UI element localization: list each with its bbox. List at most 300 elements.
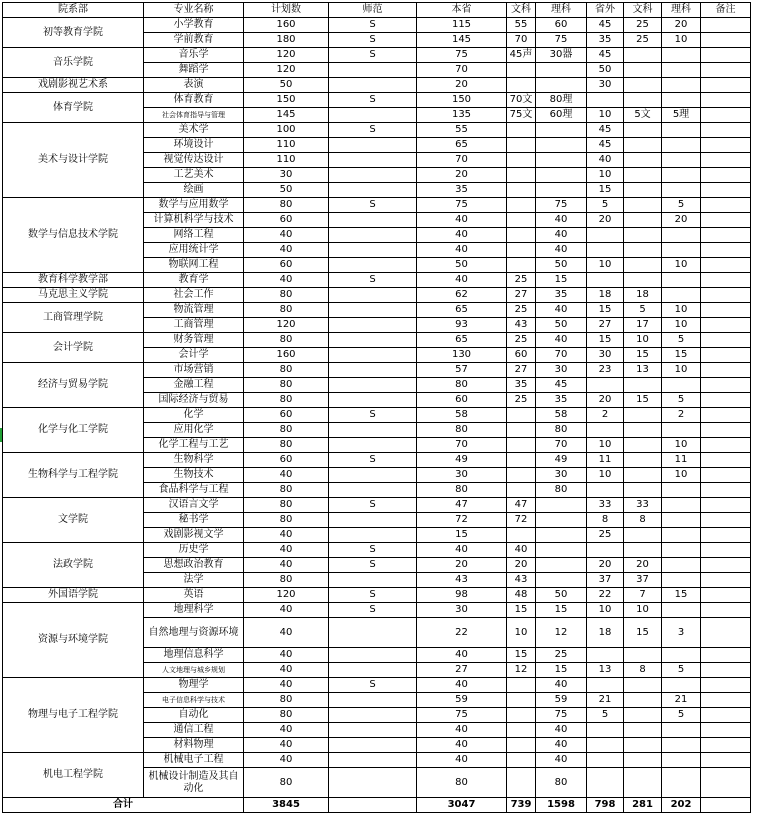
out-count[interactable]	[587, 738, 624, 753]
normal-flag[interactable]	[329, 348, 417, 363]
local-arts[interactable]	[507, 738, 536, 753]
major-name[interactable]: 化学工程与工艺	[144, 438, 244, 453]
local-arts[interactable]	[507, 198, 536, 213]
out-count[interactable]	[587, 378, 624, 393]
out-count[interactable]: 37	[587, 573, 624, 588]
plan-count[interactable]: 50	[244, 183, 329, 198]
local-count[interactable]: 40	[417, 213, 507, 228]
out-science[interactable]	[662, 378, 701, 393]
out-arts[interactable]	[624, 723, 662, 738]
out-arts[interactable]	[624, 648, 662, 663]
normal-flag[interactable]: S	[329, 543, 417, 558]
out-arts[interactable]: 7	[624, 588, 662, 603]
local-science[interactable]: 40	[536, 753, 587, 768]
normal-flag[interactable]	[329, 168, 417, 183]
local-count[interactable]: 43	[417, 573, 507, 588]
local-science[interactable]: 50	[536, 318, 587, 333]
note[interactable]	[701, 453, 751, 468]
note[interactable]	[701, 273, 751, 288]
out-science[interactable]: 10	[662, 468, 701, 483]
plan-count[interactable]: 80	[244, 378, 329, 393]
local-count[interactable]: 80	[417, 423, 507, 438]
note[interactable]	[701, 678, 751, 693]
normal-flag[interactable]	[329, 768, 417, 798]
plan-count[interactable]: 100	[244, 123, 329, 138]
local-science[interactable]: 40	[536, 333, 587, 348]
local-science[interactable]: 40	[536, 228, 587, 243]
local-arts[interactable]	[507, 483, 536, 498]
plan-count[interactable]: 60	[244, 408, 329, 423]
out-science[interactable]	[662, 723, 701, 738]
normal-flag[interactable]	[329, 243, 417, 258]
total-out-li[interactable]: 202	[662, 798, 701, 813]
out-science[interactable]: 10	[662, 303, 701, 318]
plan-count[interactable]: 180	[244, 33, 329, 48]
local-count[interactable]: 49	[417, 453, 507, 468]
out-arts[interactable]	[624, 453, 662, 468]
plan-count[interactable]: 80	[244, 198, 329, 213]
out-arts[interactable]: 5文	[624, 108, 662, 123]
plan-count[interactable]: 120	[244, 588, 329, 603]
out-count[interactable]: 45	[587, 138, 624, 153]
out-count[interactable]	[587, 678, 624, 693]
note[interactable]	[701, 738, 751, 753]
normal-flag[interactable]	[329, 723, 417, 738]
out-count[interactable]	[587, 648, 624, 663]
local-count[interactable]: 80	[417, 483, 507, 498]
major-name[interactable]: 生物技术	[144, 468, 244, 483]
normal-flag[interactable]	[329, 288, 417, 303]
major-name[interactable]: 环境设计	[144, 138, 244, 153]
local-count[interactable]: 150	[417, 93, 507, 108]
normal-flag[interactable]	[329, 138, 417, 153]
out-arts[interactable]	[624, 738, 662, 753]
total-plan[interactable]: 3845	[244, 798, 329, 813]
out-arts[interactable]	[624, 258, 662, 273]
total-note[interactable]	[701, 798, 751, 813]
local-arts[interactable]: 27	[507, 288, 536, 303]
out-arts[interactable]: 37	[624, 573, 662, 588]
out-arts[interactable]	[624, 423, 662, 438]
normal-flag[interactable]	[329, 693, 417, 708]
major-name[interactable]: 物理学	[144, 678, 244, 693]
department-name[interactable]: 文学院	[3, 498, 144, 543]
plan-count[interactable]: 60	[244, 453, 329, 468]
local-arts[interactable]: 60	[507, 348, 536, 363]
plan-count[interactable]: 150	[244, 93, 329, 108]
out-arts[interactable]	[624, 63, 662, 78]
department-name[interactable]: 外国语学院	[3, 588, 144, 603]
out-count[interactable]	[587, 753, 624, 768]
out-science[interactable]: 11	[662, 453, 701, 468]
local-count[interactable]: 145	[417, 33, 507, 48]
out-science[interactable]: 5	[662, 333, 701, 348]
major-name[interactable]: 自然地理与资源环境	[144, 618, 244, 648]
out-science[interactable]	[662, 498, 701, 513]
out-arts[interactable]	[624, 228, 662, 243]
out-arts[interactable]: 5	[624, 303, 662, 318]
note[interactable]	[701, 588, 751, 603]
department-name[interactable]: 马克思主义学院	[3, 288, 144, 303]
total-out[interactable]: 798	[587, 798, 624, 813]
normal-flag[interactable]	[329, 318, 417, 333]
note[interactable]	[701, 558, 751, 573]
local-science[interactable]: 75	[536, 708, 587, 723]
local-count[interactable]: 59	[417, 693, 507, 708]
local-count[interactable]: 40	[417, 738, 507, 753]
out-count[interactable]	[587, 768, 624, 798]
normal-flag[interactable]	[329, 423, 417, 438]
note[interactable]	[701, 333, 751, 348]
local-arts[interactable]	[507, 753, 536, 768]
local-count[interactable]: 20	[417, 558, 507, 573]
local-science[interactable]: 15	[536, 663, 587, 678]
local-science[interactable]: 15	[536, 603, 587, 618]
out-count[interactable]	[587, 93, 624, 108]
total-wen[interactable]: 739	[507, 798, 536, 813]
out-arts[interactable]	[624, 48, 662, 63]
local-count[interactable]: 40	[417, 678, 507, 693]
out-arts[interactable]	[624, 273, 662, 288]
department-name[interactable]: 教育科学教学部	[3, 273, 144, 288]
local-count[interactable]: 47	[417, 498, 507, 513]
normal-flag[interactable]: S	[329, 48, 417, 63]
note[interactable]	[701, 618, 751, 648]
local-arts[interactable]: 10	[507, 618, 536, 648]
major-name[interactable]: 地理信息科学	[144, 648, 244, 663]
normal-flag[interactable]	[329, 363, 417, 378]
department-name[interactable]: 体育学院	[3, 93, 144, 123]
out-count[interactable]: 33	[587, 498, 624, 513]
out-count[interactable]: 45	[587, 18, 624, 33]
note[interactable]	[701, 213, 751, 228]
out-count[interactable]: 45	[587, 123, 624, 138]
local-science[interactable]	[536, 513, 587, 528]
local-science[interactable]	[536, 153, 587, 168]
out-science[interactable]	[662, 243, 701, 258]
out-count[interactable]: 35	[587, 33, 624, 48]
note[interactable]	[701, 768, 751, 798]
out-arts[interactable]	[624, 753, 662, 768]
out-science[interactable]	[662, 228, 701, 243]
local-count[interactable]: 40	[417, 243, 507, 258]
plan-count[interactable]: 110	[244, 138, 329, 153]
out-count[interactable]: 30	[587, 78, 624, 93]
out-arts[interactable]: 15	[624, 618, 662, 648]
normal-flag[interactable]	[329, 753, 417, 768]
local-arts[interactable]: 72	[507, 513, 536, 528]
normal-flag[interactable]	[329, 483, 417, 498]
local-count[interactable]: 15	[417, 528, 507, 543]
out-science[interactable]	[662, 603, 701, 618]
out-science[interactable]	[662, 558, 701, 573]
note[interactable]	[701, 438, 751, 453]
local-arts[interactable]: 75文	[507, 108, 536, 123]
header-cell[interactable]: 理科	[662, 3, 701, 18]
out-science[interactable]: 5	[662, 663, 701, 678]
note[interactable]	[701, 528, 751, 543]
normal-flag[interactable]	[329, 648, 417, 663]
out-arts[interactable]: 10	[624, 333, 662, 348]
local-science[interactable]	[536, 123, 587, 138]
out-arts[interactable]	[624, 693, 662, 708]
out-arts[interactable]	[624, 168, 662, 183]
major-name[interactable]: 工商管理	[144, 318, 244, 333]
local-count[interactable]: 20	[417, 168, 507, 183]
local-count[interactable]: 58	[417, 408, 507, 423]
local-arts[interactable]	[507, 78, 536, 93]
out-arts[interactable]	[624, 378, 662, 393]
normal-flag[interactable]	[329, 153, 417, 168]
local-arts[interactable]	[507, 678, 536, 693]
header-cell[interactable]: 文科	[507, 3, 536, 18]
plan-count[interactable]: 40	[244, 648, 329, 663]
local-science[interactable]: 80理	[536, 93, 587, 108]
note[interactable]	[701, 543, 751, 558]
local-arts[interactable]	[507, 468, 536, 483]
major-name[interactable]: 材料物理	[144, 738, 244, 753]
local-count[interactable]: 80	[417, 378, 507, 393]
plan-count[interactable]: 80	[244, 768, 329, 798]
local-science[interactable]	[536, 183, 587, 198]
header-cell[interactable]: 备注	[701, 3, 751, 18]
out-arts[interactable]	[624, 183, 662, 198]
plan-count[interactable]: 40	[244, 678, 329, 693]
out-science[interactable]: 10	[662, 318, 701, 333]
out-science[interactable]	[662, 78, 701, 93]
out-science[interactable]: 10	[662, 363, 701, 378]
header-cell[interactable]: 本省	[417, 3, 507, 18]
major-name[interactable]: 英语	[144, 588, 244, 603]
plan-count[interactable]: 80	[244, 438, 329, 453]
out-science[interactable]: 5	[662, 198, 701, 213]
plan-count[interactable]: 50	[244, 78, 329, 93]
normal-flag[interactable]	[329, 333, 417, 348]
plan-count[interactable]: 30	[244, 168, 329, 183]
local-count[interactable]: 75	[417, 48, 507, 63]
major-name[interactable]: 机械设计制造及其自动化	[144, 768, 244, 798]
note[interactable]	[701, 33, 751, 48]
out-arts[interactable]: 8	[624, 513, 662, 528]
department-name[interactable]: 工商管理学院	[3, 303, 144, 333]
plan-count[interactable]: 40	[244, 603, 329, 618]
local-arts[interactable]	[507, 138, 536, 153]
out-science[interactable]: 10	[662, 258, 701, 273]
local-arts[interactable]	[507, 213, 536, 228]
normal-flag[interactable]: S	[329, 123, 417, 138]
local-count[interactable]: 57	[417, 363, 507, 378]
normal-flag[interactable]: S	[329, 678, 417, 693]
local-arts[interactable]: 48	[507, 588, 536, 603]
plan-count[interactable]: 120	[244, 63, 329, 78]
major-name[interactable]: 美术学	[144, 123, 244, 138]
out-arts[interactable]	[624, 438, 662, 453]
major-name[interactable]: 物流管理	[144, 303, 244, 318]
major-name[interactable]: 化学	[144, 408, 244, 423]
out-science[interactable]	[662, 543, 701, 558]
normal-flag[interactable]	[329, 228, 417, 243]
major-name[interactable]: 应用化学	[144, 423, 244, 438]
local-science[interactable]: 75	[536, 198, 587, 213]
out-count[interactable]: 10	[587, 258, 624, 273]
out-count[interactable]: 40	[587, 153, 624, 168]
note[interactable]	[701, 258, 751, 273]
local-science[interactable]: 49	[536, 453, 587, 468]
major-name[interactable]: 物联网工程	[144, 258, 244, 273]
department-name[interactable]: 生物科学与工程学院	[3, 453, 144, 498]
note[interactable]	[701, 483, 751, 498]
major-name[interactable]: 会计学	[144, 348, 244, 363]
local-science[interactable]	[536, 498, 587, 513]
out-count[interactable]: 8	[587, 513, 624, 528]
out-science[interactable]: 2	[662, 408, 701, 423]
local-science[interactable]: 35	[536, 393, 587, 408]
note[interactable]	[701, 228, 751, 243]
plan-count[interactable]: 40	[244, 468, 329, 483]
normal-flag[interactable]	[329, 528, 417, 543]
local-science[interactable]: 12	[536, 618, 587, 648]
note[interactable]	[701, 573, 751, 588]
local-arts[interactable]: 35	[507, 378, 536, 393]
department-name[interactable]: 资源与环境学院	[3, 603, 144, 678]
local-count[interactable]: 135	[417, 108, 507, 123]
note[interactable]	[701, 363, 751, 378]
out-arts[interactable]	[624, 93, 662, 108]
out-arts[interactable]: 33	[624, 498, 662, 513]
plan-count[interactable]: 40	[244, 738, 329, 753]
local-arts[interactable]: 70文	[507, 93, 536, 108]
out-count[interactable]	[587, 228, 624, 243]
total-li[interactable]: 1598	[536, 798, 587, 813]
local-arts[interactable]	[507, 408, 536, 423]
out-science[interactable]	[662, 423, 701, 438]
note[interactable]	[701, 18, 751, 33]
out-arts[interactable]	[624, 468, 662, 483]
out-count[interactable]	[587, 423, 624, 438]
department-name[interactable]: 会计学院	[3, 333, 144, 363]
major-name[interactable]: 财务管理	[144, 333, 244, 348]
out-arts[interactable]: 15	[624, 348, 662, 363]
major-name[interactable]: 学前教育	[144, 33, 244, 48]
department-name[interactable]: 初等教育学院	[3, 18, 144, 48]
local-count[interactable]: 130	[417, 348, 507, 363]
plan-count[interactable]: 160	[244, 18, 329, 33]
note[interactable]	[701, 48, 751, 63]
out-count[interactable]: 20	[587, 393, 624, 408]
normal-flag[interactable]	[329, 618, 417, 648]
local-arts[interactable]: 43	[507, 573, 536, 588]
local-arts[interactable]	[507, 228, 536, 243]
major-name[interactable]: 人文地理与城乡规划	[144, 663, 244, 678]
out-arts[interactable]	[624, 198, 662, 213]
plan-count[interactable]: 80	[244, 573, 329, 588]
note[interactable]	[701, 348, 751, 363]
out-science[interactable]	[662, 573, 701, 588]
out-arts[interactable]: 20	[624, 558, 662, 573]
major-name[interactable]: 电子信息科学与技术	[144, 693, 244, 708]
plan-count[interactable]: 80	[244, 483, 329, 498]
normal-flag[interactable]: S	[329, 603, 417, 618]
note[interactable]	[701, 168, 751, 183]
local-science[interactable]: 80	[536, 483, 587, 498]
out-science[interactable]: 21	[662, 693, 701, 708]
out-count[interactable]	[587, 723, 624, 738]
local-count[interactable]: 98	[417, 588, 507, 603]
major-name[interactable]: 通信工程	[144, 723, 244, 738]
out-science[interactable]	[662, 738, 701, 753]
normal-flag[interactable]	[329, 393, 417, 408]
note[interactable]	[701, 498, 751, 513]
note[interactable]	[701, 663, 751, 678]
local-science[interactable]	[536, 573, 587, 588]
out-count[interactable]	[587, 483, 624, 498]
out-count[interactable]: 10	[587, 108, 624, 123]
out-count[interactable]: 23	[587, 363, 624, 378]
local-arts[interactable]: 25	[507, 393, 536, 408]
local-science[interactable]: 59	[536, 693, 587, 708]
local-science[interactable]: 30	[536, 363, 587, 378]
plan-count[interactable]: 60	[244, 258, 329, 273]
local-science[interactable]: 80	[536, 768, 587, 798]
plan-count[interactable]: 40	[244, 528, 329, 543]
out-count[interactable]	[587, 543, 624, 558]
department-name[interactable]: 音乐学院	[3, 48, 144, 78]
normal-flag[interactable]: S	[329, 453, 417, 468]
note[interactable]	[701, 108, 751, 123]
local-count[interactable]: 65	[417, 333, 507, 348]
department-name[interactable]: 物理与电子工程学院	[3, 678, 144, 753]
note[interactable]	[701, 513, 751, 528]
local-arts[interactable]	[507, 63, 536, 78]
local-science[interactable]: 45	[536, 378, 587, 393]
major-name[interactable]: 自动化	[144, 708, 244, 723]
local-count[interactable]: 40	[417, 753, 507, 768]
out-count[interactable]: 10	[587, 168, 624, 183]
out-science[interactable]	[662, 183, 701, 198]
plan-count[interactable]: 110	[244, 153, 329, 168]
out-count[interactable]: 10	[587, 603, 624, 618]
plan-count[interactable]: 60	[244, 213, 329, 228]
local-arts[interactable]	[507, 723, 536, 738]
local-count[interactable]: 70	[417, 63, 507, 78]
major-name[interactable]: 生物科学	[144, 453, 244, 468]
plan-count[interactable]: 145	[244, 108, 329, 123]
header-cell[interactable]: 计划数	[244, 3, 329, 18]
local-arts[interactable]: 55	[507, 18, 536, 33]
out-count[interactable]: 27	[587, 318, 624, 333]
normal-flag[interactable]: S	[329, 18, 417, 33]
note[interactable]	[701, 198, 751, 213]
out-arts[interactable]	[624, 543, 662, 558]
normal-flag[interactable]	[329, 108, 417, 123]
department-name[interactable]: 数学与信息技术学院	[3, 198, 144, 273]
local-arts[interactable]: 70	[507, 33, 536, 48]
out-science[interactable]: 20	[662, 18, 701, 33]
total-out-wen[interactable]: 281	[624, 798, 662, 813]
local-science[interactable]: 35	[536, 288, 587, 303]
note[interactable]	[701, 753, 751, 768]
normal-flag[interactable]: S	[329, 198, 417, 213]
note[interactable]	[701, 603, 751, 618]
normal-flag[interactable]	[329, 573, 417, 588]
local-arts[interactable]: 15	[507, 648, 536, 663]
note[interactable]	[701, 183, 751, 198]
note[interactable]	[701, 288, 751, 303]
local-arts[interactable]	[507, 183, 536, 198]
normal-flag[interactable]	[329, 513, 417, 528]
note[interactable]	[701, 648, 751, 663]
local-arts[interactable]: 25	[507, 303, 536, 318]
